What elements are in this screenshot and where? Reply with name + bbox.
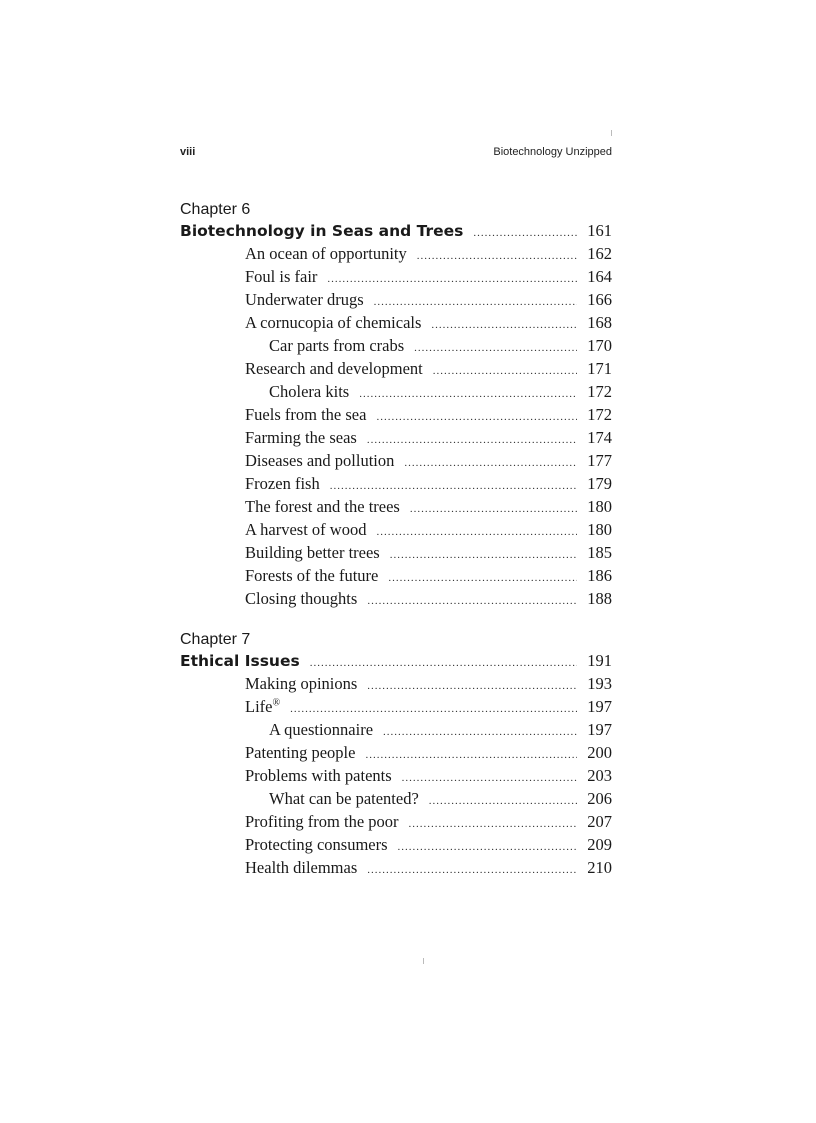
page-number: 188 xyxy=(587,589,612,608)
page-number: 172 xyxy=(587,382,612,401)
page-number: 161 xyxy=(587,221,612,240)
toc-entry[interactable] xyxy=(180,449,612,472)
toc-entry-text: Problems with patents xyxy=(245,766,392,785)
toc-entry-text: Fuels from the sea xyxy=(245,405,367,424)
toc-entry[interactable] xyxy=(180,518,612,541)
toc-entry[interactable] xyxy=(180,764,612,787)
toc-entry-text: An ocean of opportunity xyxy=(245,244,407,263)
toc-entry-text: A harvest of wood xyxy=(245,520,367,539)
toc-entry[interactable] xyxy=(180,288,612,311)
page-number: 186 xyxy=(587,566,612,585)
toc-entry-text: Protecting consumers xyxy=(245,835,388,854)
dot-leader xyxy=(310,652,578,674)
toc-entry[interactable] xyxy=(180,426,612,449)
toc-entry[interactable] xyxy=(180,265,612,288)
toc-entry-text-main: Life xyxy=(245,697,273,716)
toc-entry[interactable] xyxy=(180,403,612,426)
toc-entry-text: Farming the seas xyxy=(245,428,357,447)
toc-entry-text: A questionnaire xyxy=(269,720,374,739)
toc-entry-text: Frozen fish xyxy=(245,474,320,493)
running-header xyxy=(180,146,612,164)
chapter-title: Biotechnology in Seas and Trees xyxy=(180,222,464,240)
page-number: 203 xyxy=(587,766,612,785)
toc-entry-text: A cornucopia of chemicals xyxy=(245,313,422,332)
page-number: 210 xyxy=(587,858,612,877)
scan-mark xyxy=(611,130,612,136)
page-number: 185 xyxy=(587,543,612,562)
toc-entry[interactable] xyxy=(180,810,612,833)
toc-entry-text: Making opinions xyxy=(245,674,358,693)
page-number: 171 xyxy=(587,359,612,378)
page-number: 168 xyxy=(587,313,612,332)
page-number: 180 xyxy=(587,520,612,539)
toc-entry-text: Research and development xyxy=(245,359,423,378)
page-number: 177 xyxy=(587,451,612,470)
dot-leader xyxy=(473,222,577,244)
toc-entry[interactable] xyxy=(180,357,612,380)
toc-entry-text: Underwater drugs xyxy=(245,290,364,309)
page-number: 170 xyxy=(587,336,612,355)
page-number: 164 xyxy=(587,267,612,286)
toc-entry[interactable] xyxy=(180,242,612,265)
page-number: 172 xyxy=(587,405,612,424)
scan-mark xyxy=(423,958,424,964)
toc-entry[interactable] xyxy=(180,587,612,610)
page-number: 179 xyxy=(587,474,612,493)
page-number: 207 xyxy=(587,812,612,831)
book-title: Biotechnology Unzipped xyxy=(493,146,612,158)
dot-leader xyxy=(367,859,577,882)
dot-leader xyxy=(367,590,577,613)
toc-entry-text: Closing thoughts xyxy=(245,589,358,608)
toc-entry[interactable] xyxy=(180,495,612,518)
page-number: 197 xyxy=(587,697,612,716)
toc-entry[interactable] xyxy=(180,472,612,495)
toc-entry-text: Profiting from the poor xyxy=(245,812,399,831)
toc-entry[interactable] xyxy=(180,856,612,879)
page-number: 191 xyxy=(587,651,612,670)
chapter-7-section xyxy=(180,630,612,879)
chapter-title-entry[interactable] xyxy=(180,220,612,242)
page-number: 209 xyxy=(587,835,612,854)
toc-entry-text: Building better trees xyxy=(245,543,380,562)
chapter-title: Ethical Issues xyxy=(180,652,300,670)
toc-entry[interactable] xyxy=(180,833,612,856)
toc-subentry[interactable] xyxy=(180,787,612,810)
toc-entry-text: Cholera kits xyxy=(269,382,350,401)
toc-entry[interactable] xyxy=(180,541,612,564)
toc-entry-text: Health dilemmas xyxy=(245,858,358,877)
toc-entry-text: Foul is fair xyxy=(245,267,318,286)
toc-entry[interactable] xyxy=(180,695,612,718)
registered-mark: ® xyxy=(272,697,281,709)
toc-entry-text xyxy=(245,695,280,718)
toc-entry-text: Forests of the future xyxy=(245,566,379,585)
page-number: 193 xyxy=(587,674,612,693)
toc-subentry[interactable] xyxy=(180,334,612,357)
toc-entry-text: Patenting people xyxy=(245,743,356,762)
page-number: 197 xyxy=(587,720,612,739)
page-number: 166 xyxy=(587,290,612,309)
chapter-6-section xyxy=(180,200,612,610)
chapter-title-entry[interactable] xyxy=(180,650,612,672)
page-number: 162 xyxy=(587,244,612,263)
page-number: 180 xyxy=(587,497,612,516)
toc-subentry[interactable] xyxy=(180,380,612,403)
toc-entry-text: Diseases and pollution xyxy=(245,451,395,470)
toc-entry-text: What can be patented? xyxy=(269,789,419,808)
toc-entry[interactable] xyxy=(180,564,612,587)
toc-entry-text: Car parts from crabs xyxy=(269,336,405,355)
page-number: 200 xyxy=(587,743,612,762)
toc-subentry[interactable] xyxy=(180,718,612,741)
toc-entry-text: The forest and the trees xyxy=(245,497,400,516)
page-number: 174 xyxy=(587,428,612,447)
toc-entry[interactable] xyxy=(180,311,612,334)
page-number: 206 xyxy=(587,789,612,808)
page-folio: viii xyxy=(180,146,196,158)
toc-entry[interactable] xyxy=(180,672,612,695)
chapter-label: Chapter 7 xyxy=(180,631,251,648)
chapter-label: Chapter 6 xyxy=(180,201,251,218)
toc-entry[interactable] xyxy=(180,741,612,764)
